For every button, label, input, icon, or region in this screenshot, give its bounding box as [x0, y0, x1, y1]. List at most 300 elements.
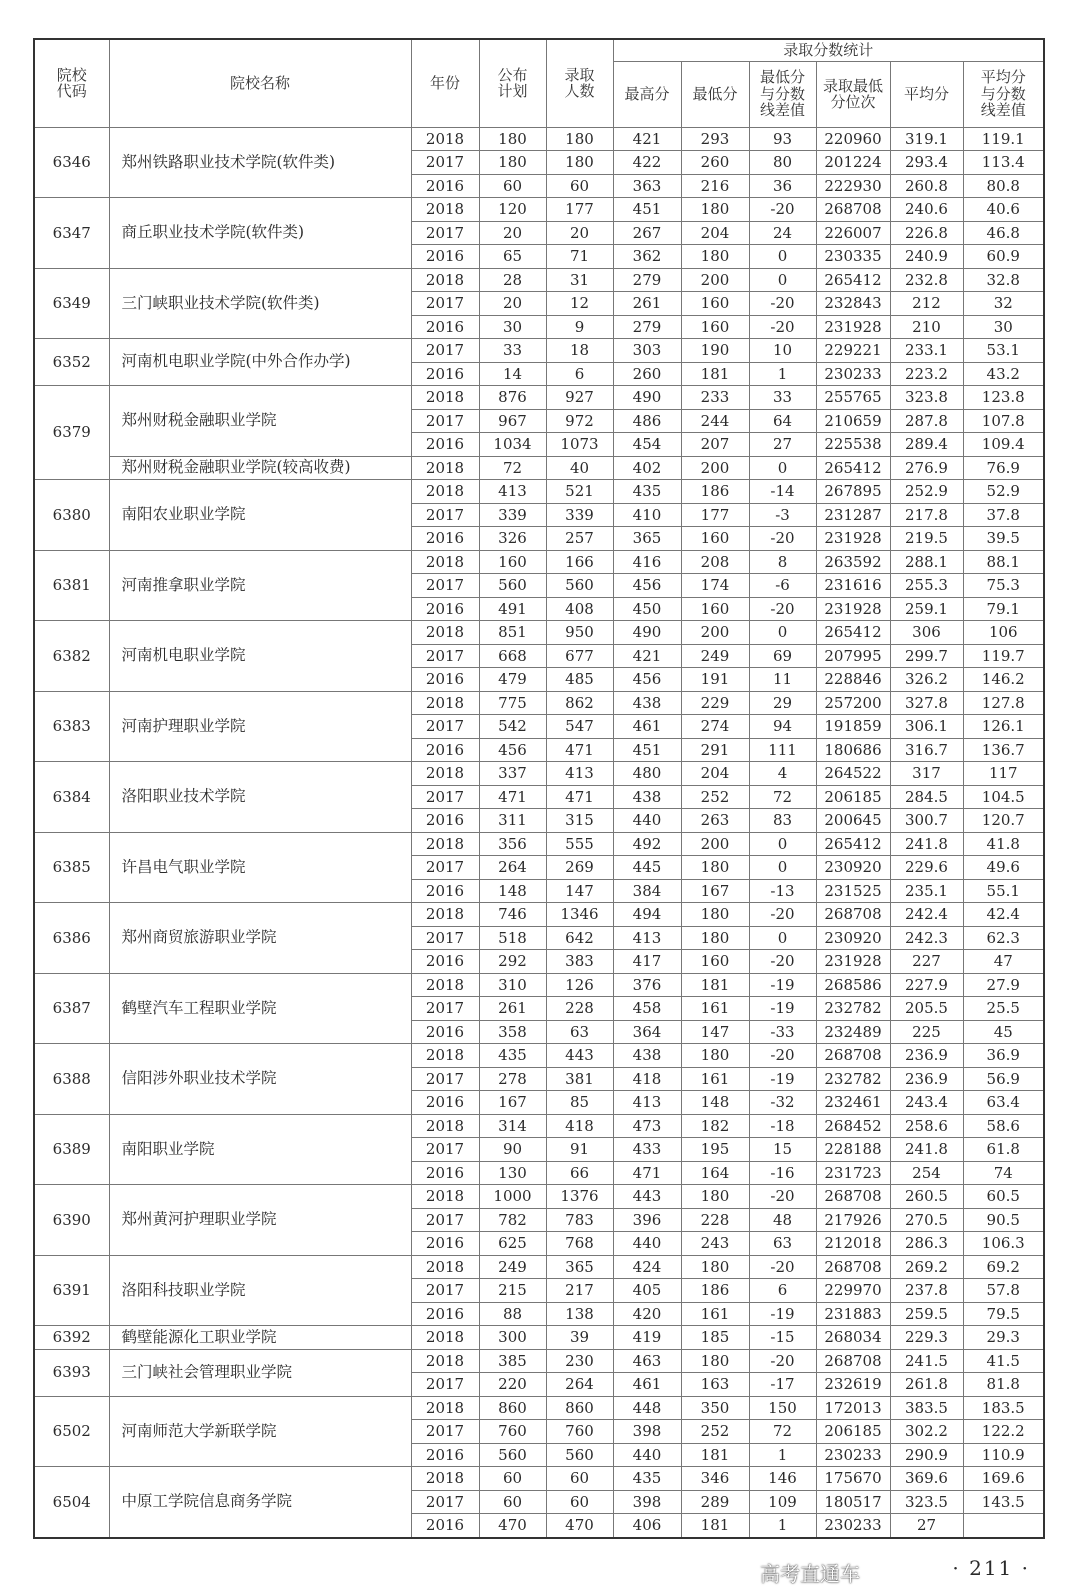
min-score-cell: 191	[681, 668, 749, 692]
min-diff-cell: 6	[749, 1279, 816, 1303]
max-score-cell: 440	[613, 809, 681, 833]
avg-diff-cell: 60.9	[963, 245, 1044, 269]
avg-score-cell: 260.5	[890, 1185, 963, 1209]
min-rank-cell: 263592	[816, 550, 890, 574]
max-score-cell: 440	[613, 1443, 681, 1467]
school-code: 6381	[34, 550, 109, 621]
admitted-cell: 85	[546, 1091, 613, 1115]
min-score-cell: 346	[681, 1467, 749, 1491]
max-score-cell: 486	[613, 409, 681, 433]
year-cell: 2017	[411, 221, 479, 245]
school-code: 6382	[34, 621, 109, 692]
min-diff-cell: -20	[749, 315, 816, 339]
min-rank-cell: 230233	[816, 1514, 890, 1538]
header-name: 院校名称	[109, 39, 411, 127]
avg-diff-cell: 37.8	[963, 503, 1044, 527]
avg-diff-cell: 79.1	[963, 597, 1044, 621]
max-score-cell: 454	[613, 433, 681, 457]
school-code: 6385	[34, 832, 109, 903]
admitted-cell: 521	[546, 480, 613, 504]
min-score-cell: 233	[681, 386, 749, 410]
year-cell: 2017	[411, 1279, 479, 1303]
max-score-cell: 365	[613, 527, 681, 551]
plan-cell: 1000	[479, 1185, 546, 1209]
school-name: 三门峡职业技术学院(软件类)	[109, 268, 411, 339]
min-score-cell: 180	[681, 1185, 749, 1209]
plan-cell: 479	[479, 668, 546, 692]
year-cell: 2018	[411, 1396, 479, 1420]
plan-cell: 746	[479, 903, 546, 927]
school-code: 6391	[34, 1255, 109, 1326]
max-score-cell: 440	[613, 1232, 681, 1256]
min-score-cell: 164	[681, 1161, 749, 1185]
min-score-cell: 244	[681, 409, 749, 433]
min-score-cell: 174	[681, 574, 749, 598]
school-name: 商丘职业技术学院(软件类)	[109, 198, 411, 269]
school-code: 6384	[34, 762, 109, 833]
year-cell: 2018	[411, 1467, 479, 1491]
school-code: 6389	[34, 1114, 109, 1185]
min-rank-cell: 268708	[816, 1349, 890, 1373]
plan-cell: 782	[479, 1208, 546, 1232]
plan-cell: 326	[479, 527, 546, 551]
plan-cell: 314	[479, 1114, 546, 1138]
year-cell: 2018	[411, 762, 479, 786]
avg-diff-cell: 126.1	[963, 715, 1044, 739]
min-diff-cell: -6	[749, 574, 816, 598]
min-diff-cell: -20	[749, 950, 816, 974]
min-rank-cell: 206185	[816, 785, 890, 809]
avg-score-cell: 226.8	[890, 221, 963, 245]
max-score-cell: 492	[613, 832, 681, 856]
min-score-cell: 229	[681, 691, 749, 715]
header-stats-group: 录取分数统计	[613, 39, 1044, 61]
avg-diff-cell: 119.1	[963, 127, 1044, 151]
max-score-cell: 438	[613, 691, 681, 715]
year-cell: 2017	[411, 926, 479, 950]
admitted-cell: 180	[546, 151, 613, 175]
admitted-cell: 365	[546, 1255, 613, 1279]
min-rank-cell: 232782	[816, 997, 890, 1021]
avg-diff-cell: 57.8	[963, 1279, 1044, 1303]
min-score-cell: 180	[681, 926, 749, 950]
admitted-cell: 1346	[546, 903, 613, 927]
avg-score-cell: 306	[890, 621, 963, 645]
admitted-cell: 177	[546, 198, 613, 222]
plan-cell: 60	[479, 174, 546, 198]
plan-cell: 876	[479, 386, 546, 410]
school-name: 信阳涉外职业技术学院	[109, 1044, 411, 1115]
avg-score-cell: 27	[890, 1514, 963, 1538]
avg-score-cell: 236.9	[890, 1067, 963, 1091]
max-score-cell: 416	[613, 550, 681, 574]
admitted-cell: 768	[546, 1232, 613, 1256]
year-cell: 2018	[411, 621, 479, 645]
min-diff-cell: 72	[749, 1420, 816, 1444]
table-row	[34, 386, 1044, 410]
max-score-cell: 471	[613, 1161, 681, 1185]
year-cell: 2017	[411, 503, 479, 527]
plan-cell: 180	[479, 151, 546, 175]
admitted-cell: 927	[546, 386, 613, 410]
school-name: 洛阳科技职业学院	[109, 1255, 411, 1326]
min-diff-cell: -14	[749, 480, 816, 504]
avg-score-cell: 317	[890, 762, 963, 786]
avg-score-cell: 302.2	[890, 1420, 963, 1444]
avg-diff-cell: 183.5	[963, 1396, 1044, 1420]
plan-cell: 30	[479, 315, 546, 339]
min-score-cell: 260	[681, 151, 749, 175]
year-cell: 2016	[411, 668, 479, 692]
avg-score-cell: 217.8	[890, 503, 963, 527]
avg-score-cell: 235.1	[890, 879, 963, 903]
max-score-cell: 398	[613, 1490, 681, 1514]
plan-cell: 14	[479, 362, 546, 386]
table-row	[34, 339, 1044, 363]
avg-diff-cell: 80.8	[963, 174, 1044, 198]
min-score-cell: 200	[681, 832, 749, 856]
min-score-cell: 160	[681, 527, 749, 551]
avg-score-cell: 306.1	[890, 715, 963, 739]
min-diff-cell: 33	[749, 386, 816, 410]
min-rank-cell: 232782	[816, 1067, 890, 1091]
admitted-cell: 471	[546, 785, 613, 809]
avg-score-cell: 232.8	[890, 268, 963, 292]
min-rank-cell: 268708	[816, 1185, 890, 1209]
admitted-cell: 180	[546, 127, 613, 151]
admitted-cell: 6	[546, 362, 613, 386]
min-score-cell: 195	[681, 1138, 749, 1162]
avg-score-cell: 229.3	[890, 1326, 963, 1350]
max-score-cell: 451	[613, 198, 681, 222]
avg-diff-cell: 46.8	[963, 221, 1044, 245]
header-code: 院校代码	[34, 39, 109, 127]
school-code: 6390	[34, 1185, 109, 1256]
max-score-cell: 260	[613, 362, 681, 386]
admitted-cell: 972	[546, 409, 613, 433]
min-score-cell: 181	[681, 1514, 749, 1538]
admitted-cell: 860	[546, 1396, 613, 1420]
admitted-cell: 383	[546, 950, 613, 974]
min-rank-cell: 265412	[816, 268, 890, 292]
admitted-cell: 950	[546, 621, 613, 645]
plan-cell: 413	[479, 480, 546, 504]
max-score-cell: 480	[613, 762, 681, 786]
year-cell: 2017	[411, 339, 479, 363]
plan-cell: 967	[479, 409, 546, 433]
avg-score-cell: 254	[890, 1161, 963, 1185]
table-row	[34, 1044, 1044, 1068]
year-cell: 2016	[411, 527, 479, 551]
max-score-cell: 424	[613, 1255, 681, 1279]
admitted-cell: 339	[546, 503, 613, 527]
min-diff-cell: 72	[749, 785, 816, 809]
max-score-cell: 422	[613, 151, 681, 175]
min-diff-cell: 36	[749, 174, 816, 198]
plan-cell: 130	[479, 1161, 546, 1185]
max-score-cell: 413	[613, 926, 681, 950]
min-score-cell: 293	[681, 127, 749, 151]
avg-diff-cell: 56.9	[963, 1067, 1044, 1091]
school-name: 郑州铁路职业技术学院(软件类)	[109, 127, 411, 198]
min-score-cell: 160	[681, 292, 749, 316]
avg-diff-cell: 117	[963, 762, 1044, 786]
year-cell: 2018	[411, 832, 479, 856]
admitted-cell: 862	[546, 691, 613, 715]
year-cell: 2018	[411, 386, 479, 410]
avg-diff-cell: 122.2	[963, 1420, 1044, 1444]
avg-diff-cell: 61.8	[963, 1138, 1044, 1162]
avg-diff-cell: 143.5	[963, 1490, 1044, 1514]
min-diff-cell: 111	[749, 738, 816, 762]
min-score-cell: 161	[681, 1067, 749, 1091]
max-score-cell: 456	[613, 668, 681, 692]
avg-diff-cell: 41.8	[963, 832, 1044, 856]
table-row	[34, 1185, 1044, 1209]
year-cell: 2018	[411, 1349, 479, 1373]
year-cell: 2017	[411, 151, 479, 175]
avg-diff-cell: 146.2	[963, 668, 1044, 692]
plan-cell: 1034	[479, 433, 546, 457]
avg-diff-cell: 106	[963, 621, 1044, 645]
school-name: 南阳职业学院	[109, 1114, 411, 1185]
plan-cell: 775	[479, 691, 546, 715]
min-rank-cell: 172013	[816, 1396, 890, 1420]
year-cell: 2017	[411, 1373, 479, 1397]
admitted-cell: 31	[546, 268, 613, 292]
max-score-cell: 413	[613, 1091, 681, 1115]
plan-cell: 20	[479, 221, 546, 245]
plan-cell: 760	[479, 1420, 546, 1444]
year-cell: 2016	[411, 1020, 479, 1044]
admitted-cell: 783	[546, 1208, 613, 1232]
avg-diff-cell: 74	[963, 1161, 1044, 1185]
min-rank-cell: 232461	[816, 1091, 890, 1115]
year-cell: 2018	[411, 691, 479, 715]
school-name: 河南机电职业学院(中外合作办学)	[109, 339, 411, 386]
max-score-cell: 421	[613, 644, 681, 668]
avg-score-cell: 223.2	[890, 362, 963, 386]
admitted-cell: 485	[546, 668, 613, 692]
min-diff-cell: 1	[749, 362, 816, 386]
admitted-cell: 40	[546, 456, 613, 480]
avg-score-cell: 242.3	[890, 926, 963, 950]
school-code: 6346	[34, 127, 109, 198]
avg-score-cell: 300.7	[890, 809, 963, 833]
max-score-cell: 261	[613, 292, 681, 316]
admitted-cell: 91	[546, 1138, 613, 1162]
min-diff-cell: -15	[749, 1326, 816, 1350]
plan-cell: 668	[479, 644, 546, 668]
avg-diff-cell: 119.7	[963, 644, 1044, 668]
table-row	[34, 127, 1044, 151]
min-score-cell: 160	[681, 315, 749, 339]
school-code: 6388	[34, 1044, 109, 1115]
avg-score-cell: 269.2	[890, 1255, 963, 1279]
admitted-cell: 230	[546, 1349, 613, 1373]
min-score-cell: 216	[681, 174, 749, 198]
school-name: 河南机电职业学院	[109, 621, 411, 692]
avg-score-cell: 259.1	[890, 597, 963, 621]
avg-diff-cell: 90.5	[963, 1208, 1044, 1232]
min-diff-cell: -17	[749, 1373, 816, 1397]
year-cell: 2016	[411, 597, 479, 621]
min-score-cell: 181	[681, 973, 749, 997]
min-diff-cell: 27	[749, 433, 816, 457]
plan-cell: 72	[479, 456, 546, 480]
min-rank-cell: 222930	[816, 174, 890, 198]
min-rank-cell: 231928	[816, 950, 890, 974]
min-score-cell: 243	[681, 1232, 749, 1256]
avg-score-cell: 260.8	[890, 174, 963, 198]
admitted-cell: 18	[546, 339, 613, 363]
school-code: 6380	[34, 480, 109, 551]
header-avg: 平均分	[890, 61, 963, 127]
avg-diff-cell: 52.9	[963, 480, 1044, 504]
min-diff-cell: 0	[749, 245, 816, 269]
year-cell: 2017	[411, 1138, 479, 1162]
min-rank-cell: 231883	[816, 1302, 890, 1326]
year-cell: 2016	[411, 950, 479, 974]
admitted-cell: 217	[546, 1279, 613, 1303]
avg-diff-cell: 49.6	[963, 856, 1044, 880]
max-score-cell: 473	[613, 1114, 681, 1138]
school-code: 6383	[34, 691, 109, 762]
year-cell: 2017	[411, 715, 479, 739]
max-score-cell: 384	[613, 879, 681, 903]
avg-diff-cell: 25.5	[963, 997, 1044, 1021]
year-cell: 2016	[411, 433, 479, 457]
min-rank-cell: 212018	[816, 1232, 890, 1256]
min-diff-cell: 0	[749, 926, 816, 950]
plan-cell: 337	[479, 762, 546, 786]
school-code: 6379	[34, 386, 109, 480]
avg-diff-cell: 110.9	[963, 1443, 1044, 1467]
school-name: 郑州财税金融职业学院(较高收费)	[109, 456, 411, 480]
school-code: 6392	[34, 1326, 109, 1350]
min-rank-cell: 228188	[816, 1138, 890, 1162]
min-diff-cell: -20	[749, 1255, 816, 1279]
plan-cell: 435	[479, 1044, 546, 1068]
min-score-cell: 167	[681, 879, 749, 903]
min-rank-cell: 226007	[816, 221, 890, 245]
table-row	[34, 832, 1044, 856]
min-rank-cell: 225538	[816, 433, 890, 457]
max-score-cell: 433	[613, 1138, 681, 1162]
min-diff-cell: 146	[749, 1467, 816, 1491]
avg-score-cell: 383.5	[890, 1396, 963, 1420]
year-cell: 2017	[411, 785, 479, 809]
max-score-cell: 398	[613, 1420, 681, 1444]
min-score-cell: 147	[681, 1020, 749, 1044]
min-rank-cell: 231525	[816, 879, 890, 903]
avg-score-cell: 323.5	[890, 1490, 963, 1514]
min-score-cell: 291	[681, 738, 749, 762]
min-diff-cell: 93	[749, 127, 816, 151]
max-score-cell: 445	[613, 856, 681, 880]
header-max: 最高分	[613, 61, 681, 127]
plan-cell: 491	[479, 597, 546, 621]
year-cell: 2018	[411, 480, 479, 504]
min-score-cell: 252	[681, 785, 749, 809]
min-diff-cell: -19	[749, 1067, 816, 1091]
avg-score-cell: 240.6	[890, 198, 963, 222]
avg-diff-cell	[963, 1514, 1044, 1538]
year-cell: 2018	[411, 1044, 479, 1068]
min-score-cell: 180	[681, 198, 749, 222]
school-name: 南阳农业职业学院	[109, 480, 411, 551]
table-row	[34, 1396, 1044, 1420]
min-score-cell: 228	[681, 1208, 749, 1232]
min-rank-cell: 229970	[816, 1279, 890, 1303]
table-row	[34, 198, 1044, 222]
min-diff-cell: -19	[749, 1302, 816, 1326]
avg-score-cell: 284.5	[890, 785, 963, 809]
plan-cell: 278	[479, 1067, 546, 1091]
avg-score-cell: 316.7	[890, 738, 963, 762]
school-code: 6393	[34, 1349, 109, 1396]
avg-diff-cell: 104.5	[963, 785, 1044, 809]
avg-score-cell: 252.9	[890, 480, 963, 504]
table-row	[34, 268, 1044, 292]
admitted-cell: 166	[546, 550, 613, 574]
min-rank-cell: 210659	[816, 409, 890, 433]
year-cell: 2018	[411, 127, 479, 151]
avg-diff-cell: 40.6	[963, 198, 1044, 222]
min-diff-cell: 83	[749, 809, 816, 833]
plan-cell: 560	[479, 574, 546, 598]
max-score-cell: 450	[613, 597, 681, 621]
avg-score-cell: 241.8	[890, 1138, 963, 1162]
max-score-cell: 490	[613, 386, 681, 410]
admitted-cell: 9	[546, 315, 613, 339]
avg-diff-cell: 29.3	[963, 1326, 1044, 1350]
min-score-cell: 180	[681, 245, 749, 269]
min-diff-cell: 11	[749, 668, 816, 692]
header-min: 最低分	[681, 61, 749, 127]
plan-cell: 120	[479, 198, 546, 222]
school-code: 6349	[34, 268, 109, 339]
admitted-cell: 60	[546, 174, 613, 198]
max-score-cell: 461	[613, 1373, 681, 1397]
admission-score-table	[33, 38, 1045, 1539]
plan-cell: 560	[479, 1443, 546, 1467]
avg-score-cell: 233.1	[890, 339, 963, 363]
school-name: 中原工学院信息商务学院	[109, 1467, 411, 1538]
min-diff-cell: -13	[749, 879, 816, 903]
max-score-cell: 421	[613, 127, 681, 151]
min-rank-cell: 268708	[816, 1044, 890, 1068]
year-cell: 2018	[411, 550, 479, 574]
min-rank-cell: 175670	[816, 1467, 890, 1491]
year-cell: 2016	[411, 879, 479, 903]
avg-score-cell: 369.6	[890, 1467, 963, 1491]
min-rank-cell: 231928	[816, 597, 890, 621]
min-diff-cell: 48	[749, 1208, 816, 1232]
min-diff-cell: -20	[749, 903, 816, 927]
plan-cell: 264	[479, 856, 546, 880]
min-rank-cell: 267895	[816, 480, 890, 504]
min-rank-cell: 268586	[816, 973, 890, 997]
watermark: 高考直通车	[760, 1562, 860, 1586]
plan-cell: 33	[479, 339, 546, 363]
avg-score-cell: 243.4	[890, 1091, 963, 1115]
min-rank-cell: 268708	[816, 1255, 890, 1279]
max-score-cell: 396	[613, 1208, 681, 1232]
min-diff-cell: 1	[749, 1514, 816, 1538]
school-name: 郑州商贸旅游职业学院	[109, 903, 411, 974]
school-name: 郑州财税金融职业学院	[109, 386, 411, 457]
